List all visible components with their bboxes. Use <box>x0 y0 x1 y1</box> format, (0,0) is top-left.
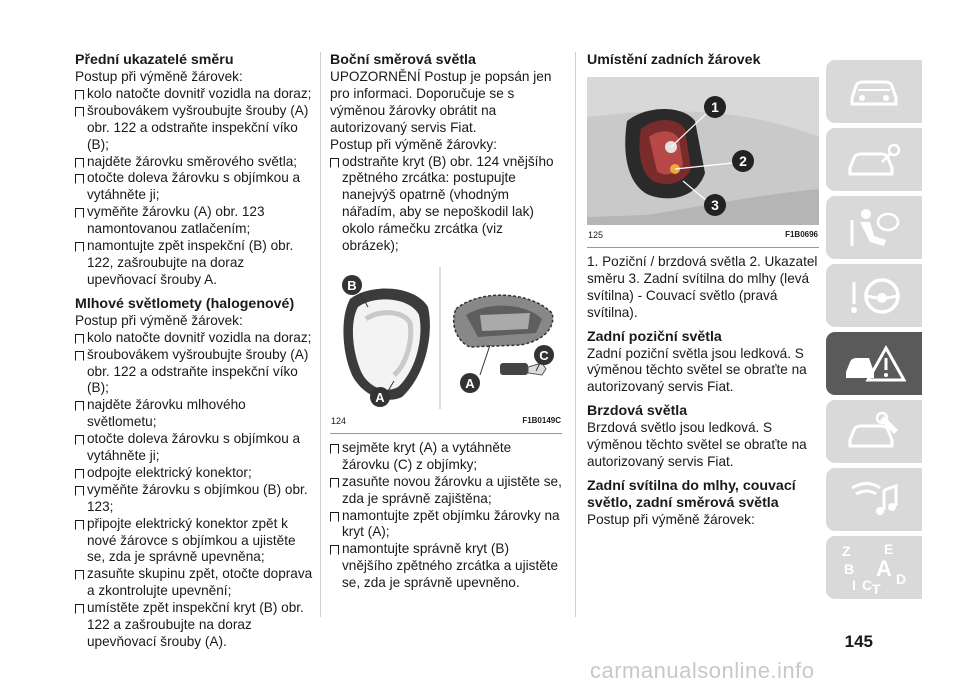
figure-number: 125 <box>588 230 604 240</box>
list-item: najděte žárovku mlhového světlometu; <box>75 397 315 431</box>
intro-text: Postup při výměně žárovky: <box>330 136 497 152</box>
figure-label: 2 <box>739 153 747 169</box>
mirror-illustration <box>330 263 562 411</box>
airbag-safety-icon <box>844 206 904 250</box>
figure-label: C <box>539 347 549 363</box>
column-divider <box>575 52 576 617</box>
figure-125 <box>587 77 819 248</box>
section-title-rear-fog: Zadní svítilna do mlhy, couvací světlo, zadní směrová světla <box>587 477 796 511</box>
figure-label: 3 <box>711 197 719 213</box>
steering-wheel-icon <box>844 274 904 318</box>
list-item: kolo natočte dovnitř vozidla na doraz; <box>75 86 315 103</box>
tab-safety[interactable] <box>826 196 922 259</box>
figure-label: A <box>375 389 385 405</box>
section-title-front-indicators: Přední ukazatelé směru <box>75 52 234 68</box>
index-letter: E <box>884 540 894 557</box>
list-item: zasuňte novou žárovku a ujistěte se, zda je správně zajištěna; <box>330 474 562 508</box>
intro-text: Postup při výměně žárovek: <box>75 69 243 84</box>
tab-multimedia[interactable] <box>826 468 922 531</box>
list-item: otočte doleva žárovku s objímkou a vytáhněte ji; <box>75 431 315 465</box>
index-letter: I <box>852 576 856 593</box>
list-item: odstraňte kryt (B) obr. 124 vnějšího zpětného zrcátka: postupujte nanejvýš opatrně (vhodným nářadím, aby se nepoškodil lak) okolo rámečku zrcátka (viz obrázek); <box>330 154 562 255</box>
list-item: otočte doleva žárovku s objímkou a vytáhněte ji; <box>75 170 315 204</box>
figure-label: A <box>465 375 475 391</box>
section-title-brake-lights: Brzdová světla <box>587 403 688 420</box>
alphabetical-index-icon <box>834 540 914 596</box>
index-letter: T <box>872 580 881 596</box>
section-title-fog-lights: Mlhové světlomety (halogenové) <box>75 295 295 312</box>
tab-driving[interactable] <box>826 264 922 327</box>
figure-124 <box>330 263 562 434</box>
list-item: šroubovákem vyšroubujte šrouby (A) obr. 122 a odstraňte inspekční víko (B); <box>75 347 315 398</box>
tab-dashboard[interactable] <box>826 60 922 123</box>
multimedia-icon <box>844 478 904 522</box>
body-text: Brzdová světlo jsou ledková. S výměnou těchto světel se obraťte na autorizovaný servis Fiat. <box>587 420 807 470</box>
chapter-tabs <box>826 60 922 604</box>
warning-text: UPOZORNĚNÍ Postup je popsán jen pro informaci. Doporučuje se s výměnou žárovky obrátit na autorizovaný servis Fiat. <box>330 69 552 135</box>
figure-caption <box>330 411 562 433</box>
column-rear-bulbs <box>587 52 819 529</box>
figure-number: 124 <box>331 415 347 426</box>
index-letter: D <box>896 570 907 587</box>
column-front-indicators <box>75 52 315 651</box>
tab-maintenance[interactable] <box>826 400 922 463</box>
figure-code: F1B0149C <box>522 415 561 425</box>
section-title-side-indicators: Boční směrová světla <box>330 52 476 68</box>
list-item: odpojte elektrický konektor; <box>75 465 315 482</box>
bullet-list <box>75 330 315 651</box>
figure-code: F1B0696 <box>785 230 818 239</box>
column-divider <box>320 52 321 617</box>
index-letter: A <box>876 555 892 581</box>
list-item: připojte elektrický konektor zpět k nové žárovce s objímkou a ujistěte se, zda je správně upevněna; <box>75 516 315 567</box>
figure-label: B <box>347 277 357 293</box>
figure-legend: 1. Poziční / brzdová světla 2. Ukazatel směru 3. Zadní svítilna do mlhy (levá svítilna) - Couvací světlo (pravá svítilna). <box>587 253 818 320</box>
car-key-icon <box>844 140 904 180</box>
intro-text: Postup při výměně žárovek: <box>75 312 243 328</box>
list-item: najděte žárovku směrového světla; <box>75 154 315 171</box>
figure-caption <box>587 225 819 247</box>
maintenance-wrench-icon <box>844 410 904 454</box>
index-letter: B <box>844 560 855 577</box>
list-item: kolo natočte dovnitř vozidla na doraz; <box>75 330 315 347</box>
section-title-rear-position: Zadní poziční světla <box>587 328 722 345</box>
list-item: sejměte kryt (A) a vytáhněte žárovku (C) z objímky; <box>330 440 562 474</box>
breakdown-warning-icon <box>842 342 906 386</box>
list-item: namontujte zpět objímku žárovky na kryt (A); <box>330 508 562 542</box>
list-item: vyměňte žárovku (A) obr. 123 namontovanou zatlačením; <box>75 204 315 238</box>
list-item: vyměňte žárovku s objímkou (B) obr. 123; <box>75 482 315 516</box>
index-letter: C <box>862 576 873 593</box>
list-item: namontujte správně kryt (B) vnějšího zpětného zrcátka a ujistěte se, zda je správně upevněno. <box>330 541 562 592</box>
car-dashboard-icon <box>844 72 904 112</box>
rear-lights-photo <box>587 77 819 225</box>
tab-key[interactable] <box>826 128 922 191</box>
figure-label: 1 <box>711 99 719 115</box>
bullet-list <box>75 86 315 289</box>
body-text: Zadní poziční světla jsou ledková. S výměnou těchto světel se obraťte na autorizovaný servis Fiat. <box>587 345 807 395</box>
watermark: carmanualsonline.info <box>590 658 815 683</box>
list-item: namontujte zpět inspekční (B) obr. 122, zašroubujte na doraz upevňovací šrouby A. <box>75 238 315 289</box>
column-side-indicators <box>330 52 562 592</box>
tab-emergency[interactable] <box>826 332 922 395</box>
index-letter: Z <box>842 542 851 559</box>
section-title-rear-bulbs: Umístění zadních žárovek <box>587 52 761 68</box>
page-number: 145 <box>844 632 873 651</box>
list-item: šroubovákem vyšroubujte šrouby (A) obr. 122 a odstraňte inspekční víko (B); <box>75 103 315 154</box>
intro-text: Postup při výměně žárovek: <box>587 511 755 527</box>
list-item: zasuňte skupinu zpět, otočte doprava a zkontrolujte upevnění; <box>75 566 315 600</box>
tab-index[interactable] <box>826 536 922 599</box>
list-item: umístěte zpět inspekční kryt (B) obr. 122 a zašroubujte na doraz upevňovací šrouby (A). <box>75 600 315 651</box>
